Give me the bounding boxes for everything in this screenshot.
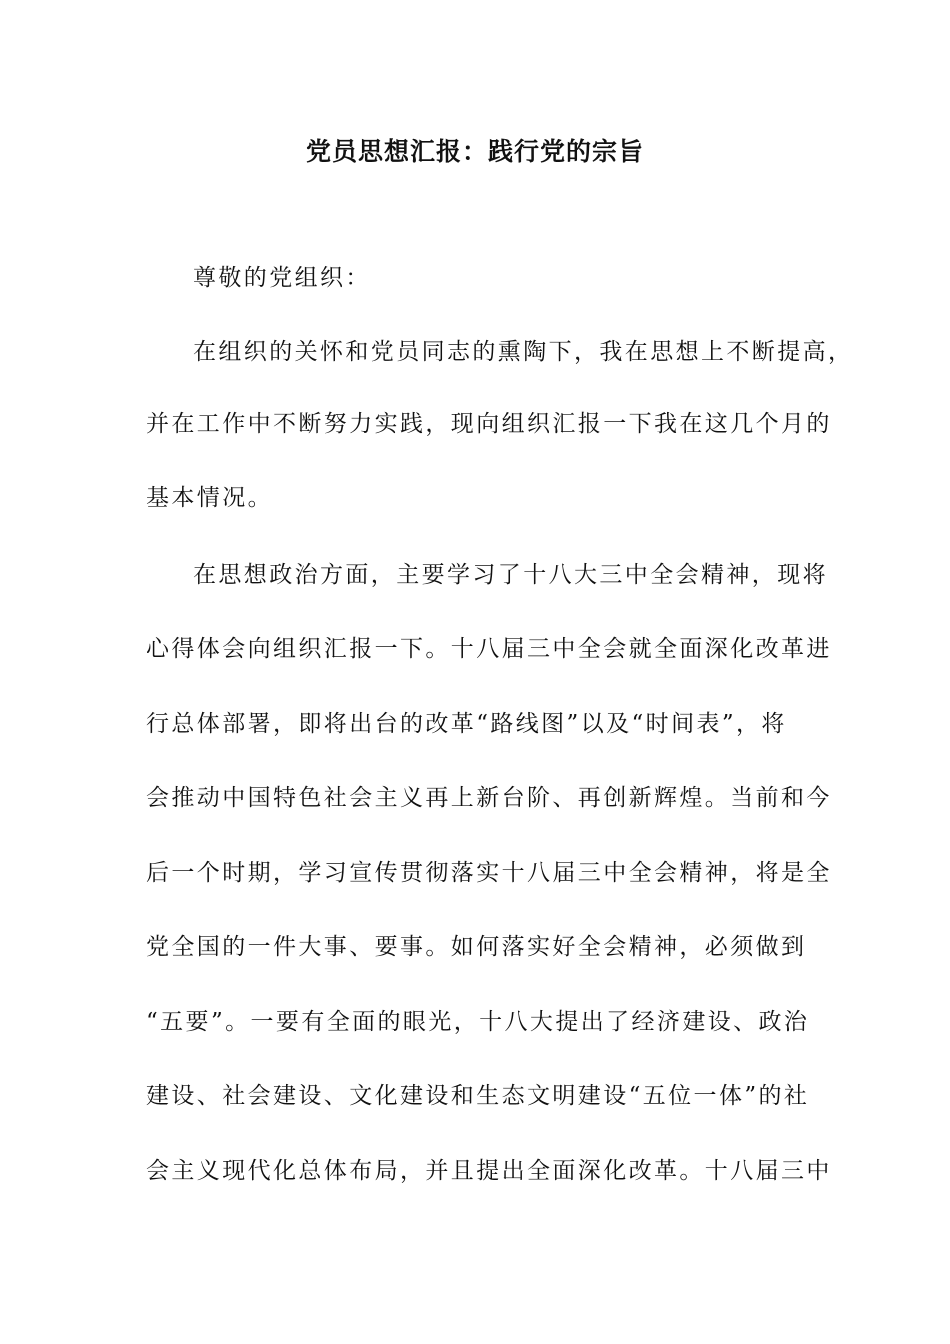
paragraph-line: 建设、社会建设、文化建设和生态文明建设“五位一体”的社 <box>146 1083 810 1109</box>
paragraph-line: 行总体部署，即将出台的改革“路线图”以及“时间表”，将 <box>146 711 787 737</box>
paragraph-line: 会主义现代化总体布局，并且提出全面深化改革。十八届三中 <box>146 1158 832 1184</box>
paragraph-line: 基本情况。 <box>146 485 273 511</box>
paragraph-line: 心得体会向组织汇报一下。十八届三中全会就全面深化改革进 <box>146 636 832 662</box>
salutation-line: 尊敬的党组织： <box>193 265 371 291</box>
document-title: 党员思想汇报：践行党的宗旨 <box>305 137 644 166</box>
paragraph-line: 在组织的关怀和党员同志的熏陶下，我在思想上不断提高， <box>193 339 854 365</box>
paragraph-line: 党全国的一件大事、要事。如何落实好全会精神，必须做到 <box>146 934 807 960</box>
paragraph-line: 在思想政治方面，主要学习了十八大三中全会精神，现将 <box>193 562 828 588</box>
paragraph-line: “五要”。一要有全面的眼光，十八大提出了经济建设、政治 <box>146 1009 810 1035</box>
paragraph-line: 并在工作中不断努力实践，现向组织汇报一下我在这几个月的 <box>146 411 832 437</box>
paragraph-line: 会推动中国特色社会主义再上新台阶、再创新辉煌。当前和今 <box>146 785 832 811</box>
paragraph-line: 后一个时期，学习宣传贯彻落实十八届三中全会精神，将是全 <box>146 860 832 886</box>
